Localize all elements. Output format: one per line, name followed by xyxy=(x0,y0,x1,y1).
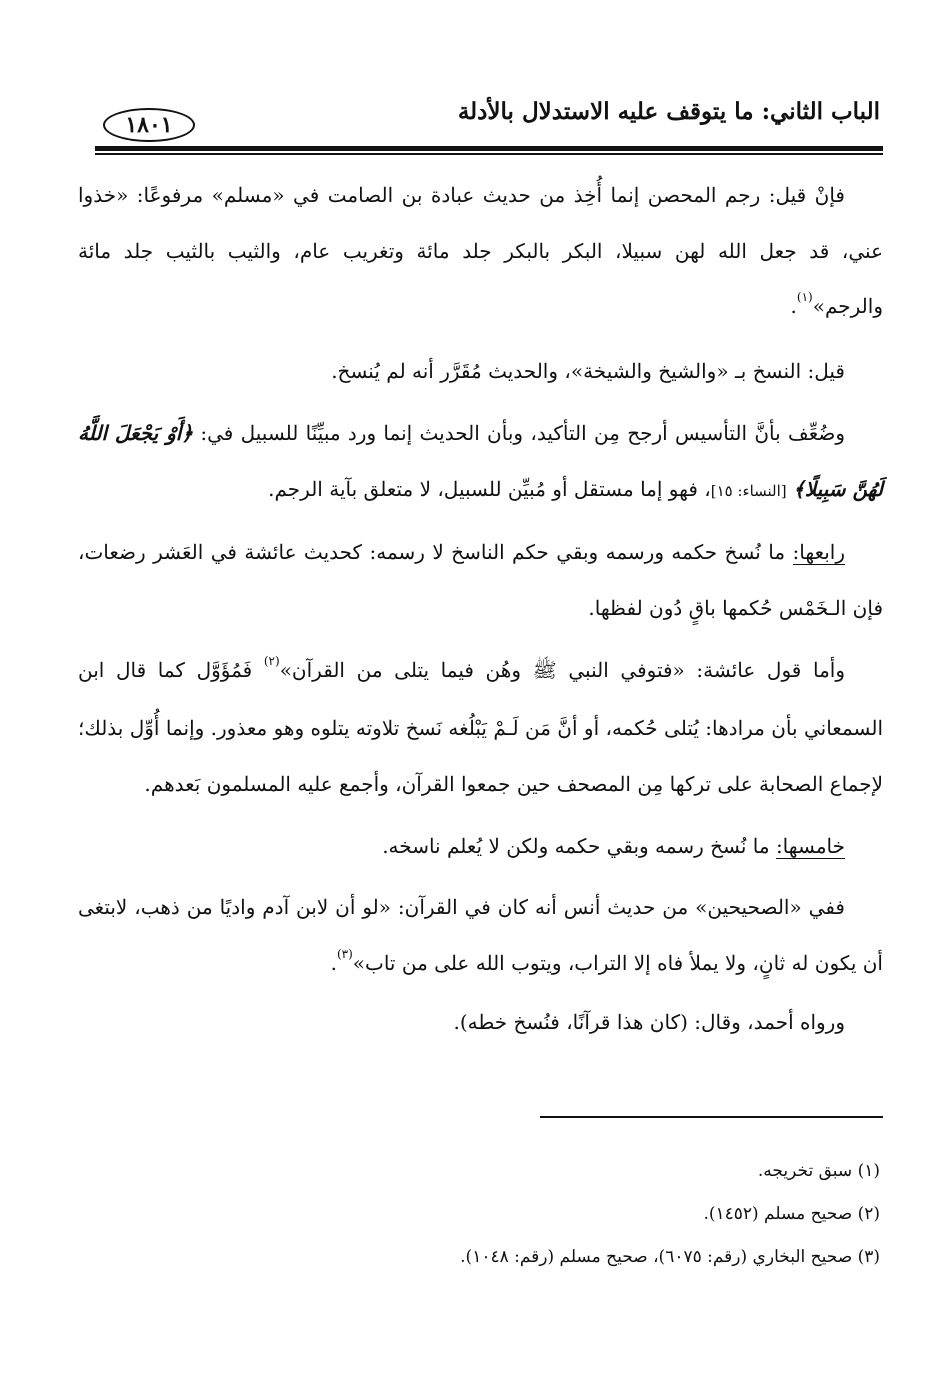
footnote-ref-2[interactable]: (٢) xyxy=(263,653,280,668)
paragraph-6 xyxy=(78,819,883,875)
paragraph-8 xyxy=(78,995,883,1051)
footnote-ref-3[interactable]: (٣) xyxy=(336,947,353,962)
footnote-2: (٢) صحيح مسلم (١٤٥٢). xyxy=(703,1204,880,1224)
paragraph-1 xyxy=(78,168,883,338)
paragraph-7-end: . xyxy=(330,951,337,976)
paragraph-6-text: ما نُسخ رسمه وبقي حكمه ولكن لا يُعلم ناسخه. xyxy=(382,833,770,858)
paragraph-2-text: قيل: النسخ بـ «والشيخ والشيخة»، والحديث مُقَرَّر أنه لم يُنسخ. xyxy=(331,359,845,384)
paragraph-7 xyxy=(78,880,883,994)
main-text xyxy=(78,168,883,1051)
paragraph-5 xyxy=(78,643,883,813)
quran-verse: ﴿أَوْ يَجْعَلَ اللَّهُ لَهُنَّ سَبِيلًا﴾ xyxy=(78,420,883,501)
footnote-ref-1[interactable]: (١) xyxy=(796,290,813,305)
paragraph-4 xyxy=(78,525,883,636)
paragraph-1-end: . xyxy=(790,294,797,319)
footnote-3: (٣) صحيح البخاري (رقم: ٦٠٧٥)، صحيح مسلم (رقم: ١٠٤٨). xyxy=(460,1247,880,1267)
header-rule-thick xyxy=(95,146,883,151)
paragraph-5-before: وأما قول عائشة: «فتوفي النبي ﷺ وهُن فيما يتلى من القرآن» xyxy=(279,657,845,682)
footnote-1: (١) سبق تخريجه. xyxy=(757,1161,880,1181)
paragraph-5-after: فَمُؤَوَّل كما قال ابن السمعاني بأن مرادها: يُتلى حُكمه، أو أنَّ مَن لَـمْ يَبْلُغه نَسخ تلاوته يتلوه وهو معذور. وإنما أُوِّل بذلك؛ لإجماع الصحابة على تركها مِن المصحف حين جمعوا القرآن، وأجمع عليه المسلمون بَعدهم. xyxy=(78,657,884,797)
footnote-separator xyxy=(540,1116,883,1118)
chapter-title: الباب الثاني: ما يتوقف عليه الاستدلال بالأدلة xyxy=(457,98,880,125)
paragraph-8-text: ورواه أحمد، وقال: (كان هذا قرآنًا، فنُسخ خطه). xyxy=(453,1009,845,1034)
paragraph-7-text: ففي «الصحيحين» من حديث أنس أنه كان في القرآن: «لو أن لابن آدم واديًا من ذهب، لابتغى أن يكون له ثانٍ، ولا يملأ فاه إلا التراب، ويتوب الله على من تاب» xyxy=(78,895,883,976)
paragraph-4-text: ما نُسخ حكمه ورسمه وبقي حكم الناسخ لا رسمه: كحديث عائشة في العَشر رضعات، فإن الـخَمْس حُكمها باقٍ دُون لفظها. xyxy=(78,540,883,620)
header-rule-thin xyxy=(95,153,883,155)
paragraph-1-text: فإنْ قيل: رجم المحصن إنما أُخِذ من حديث عبادة بن الصامت في «مسلم» مرفوعًا: «خذوا عني، قد جعل الله لهن سبيلا، البكر بالبكر جلد مائة وتغريب عام، والثيب بالثيب جلد مائة والرجم» xyxy=(78,183,883,319)
section-label-fifth: خامسها: xyxy=(775,833,845,858)
paragraph-2 xyxy=(78,344,883,400)
page-number: ١٨٠١ xyxy=(103,108,195,142)
paragraph-3-after: ، فهو إما مستقل أو مُبيِّن للسبيل، لا متعلق بآية الرجم. xyxy=(268,476,711,501)
paragraph-3-before: وضُعِّف بأنَّ التأسيس أرجح مِن التأكيد، وبأن الحديث إنما ورد مبيِّنًا للسبيل في: xyxy=(200,420,846,445)
paragraph-3 xyxy=(78,406,883,519)
verse-reference: [النساء: ١٥] xyxy=(710,481,787,500)
section-label-fourth: رابعها: xyxy=(792,540,846,565)
footnotes xyxy=(78,1150,880,1279)
